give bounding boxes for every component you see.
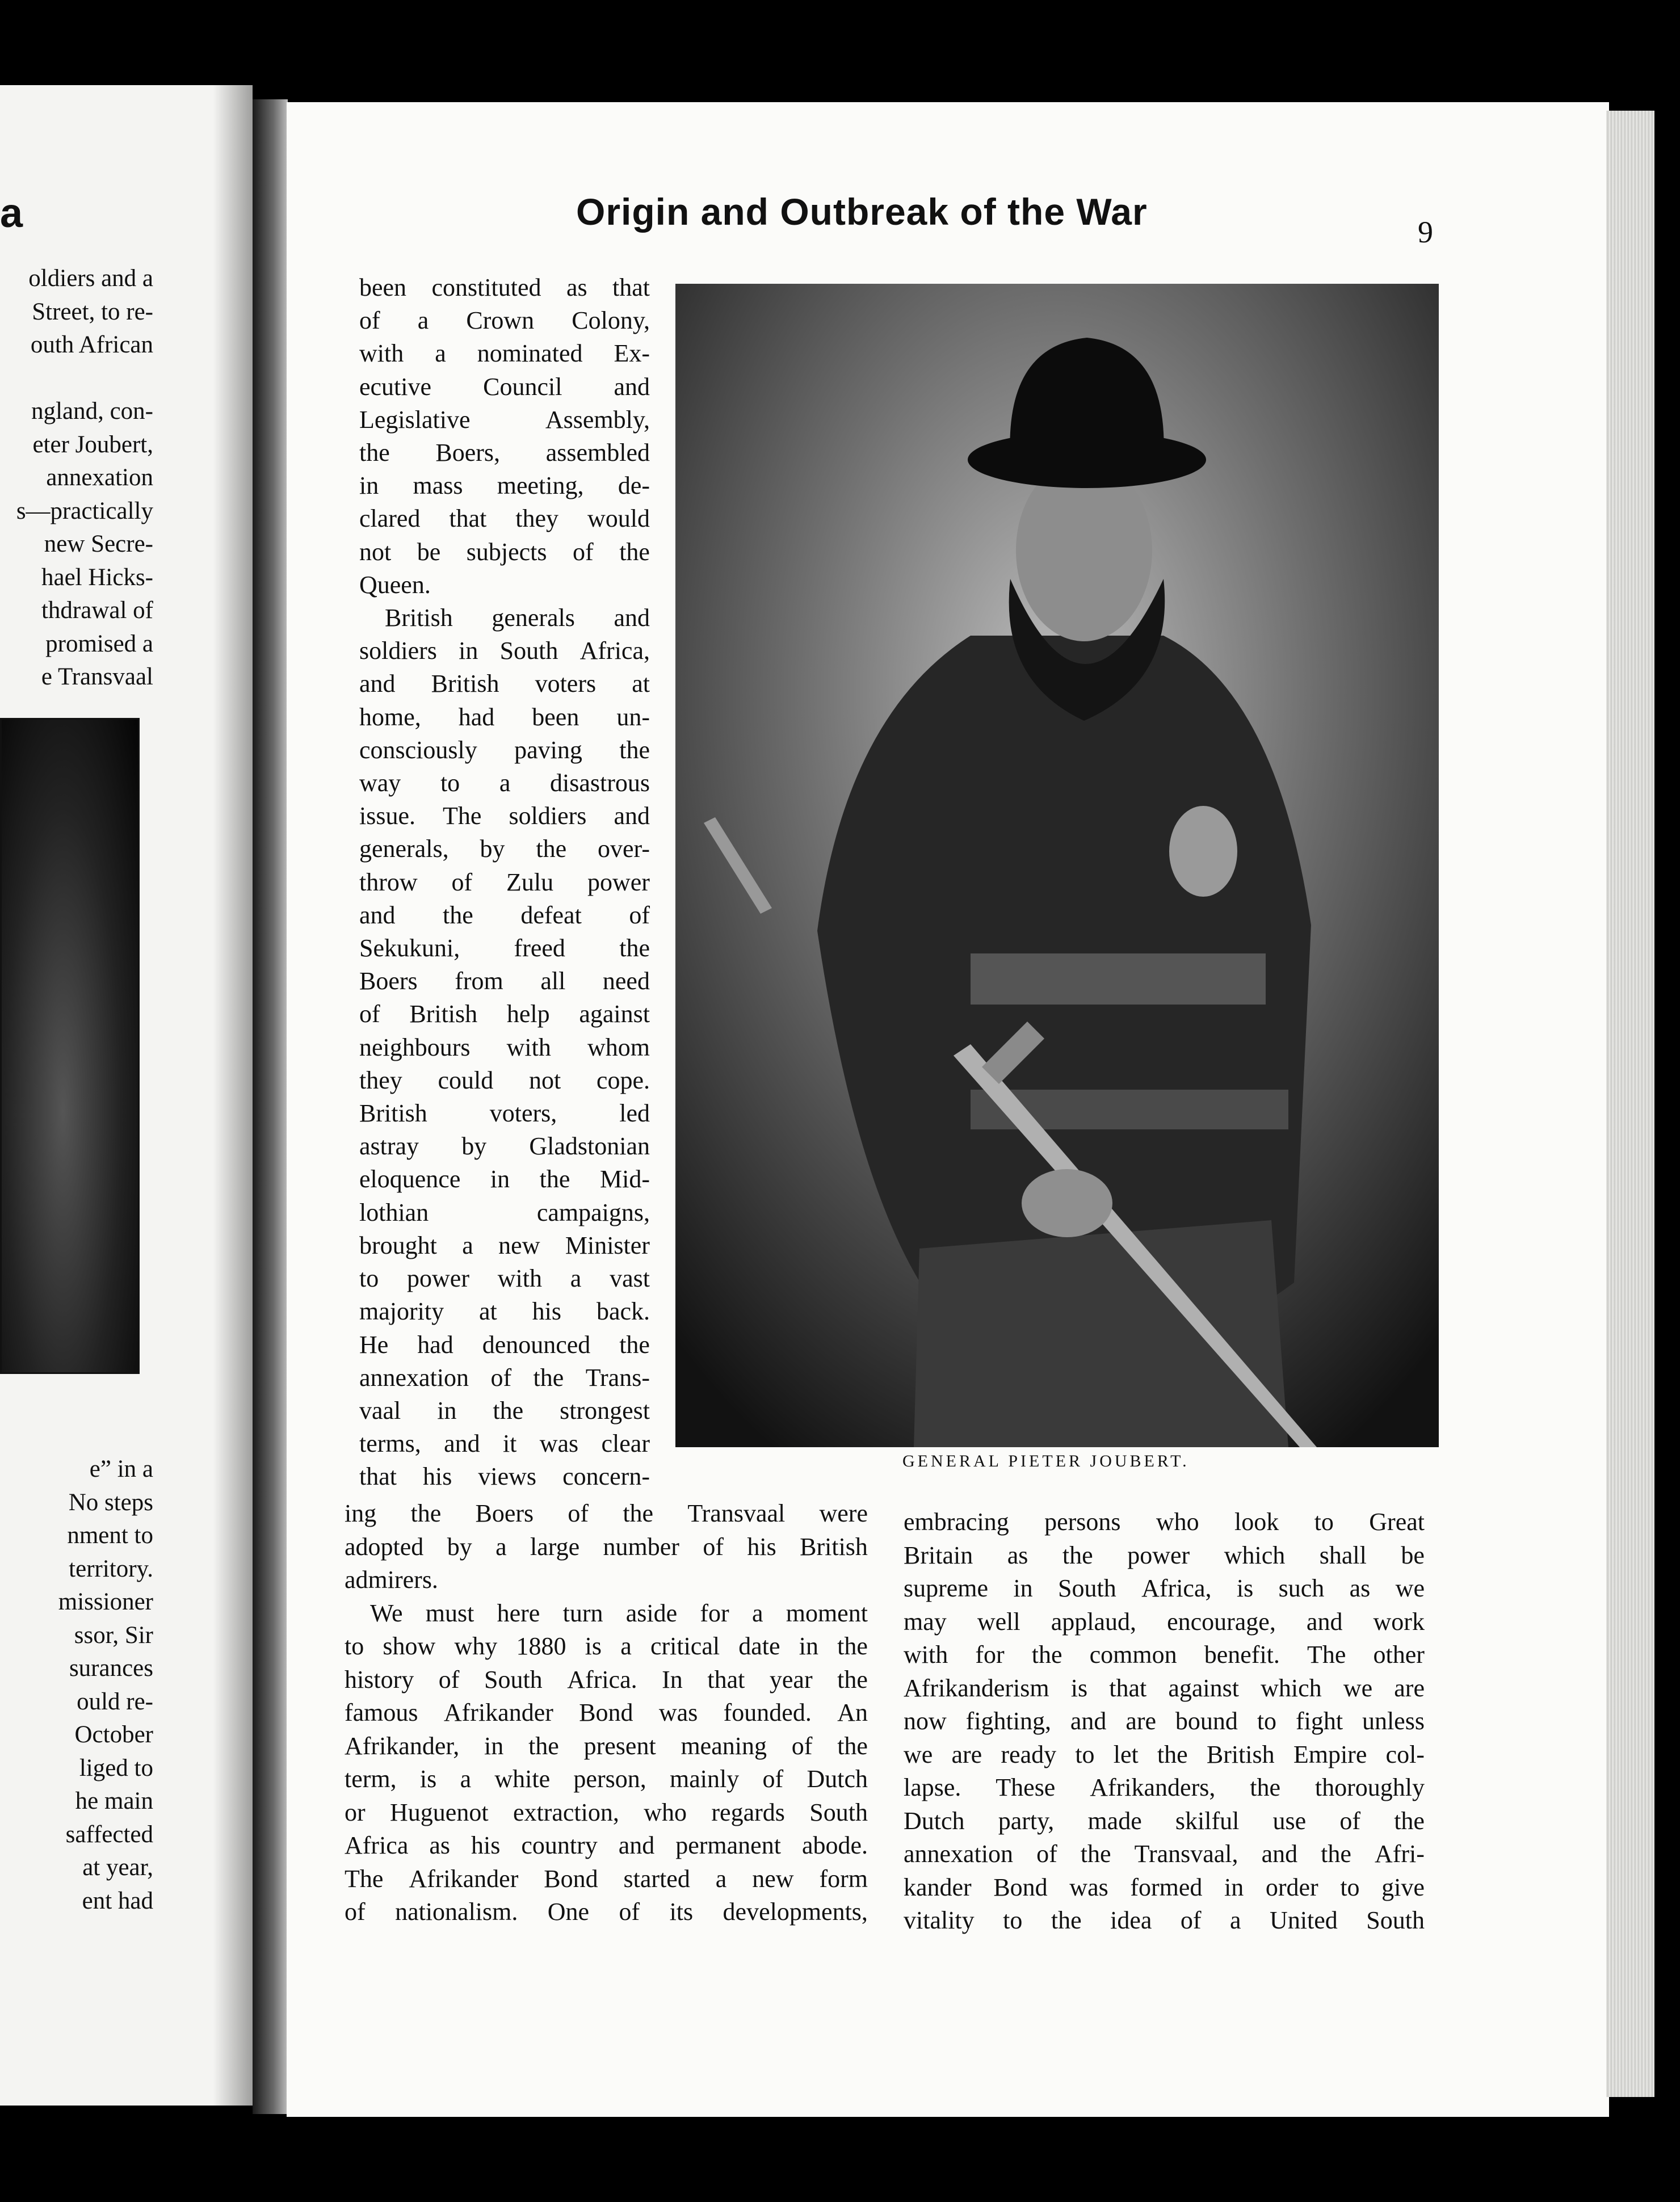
text-line: famous Afrikander Bond was founded. An — [345, 1699, 868, 1726]
text-line: history of South Africa. In that year the — [345, 1665, 868, 1693]
text-line: ing the Boers of the Transvaal were — [345, 1499, 868, 1527]
text-line: soldiers in South Africa, — [359, 637, 650, 665]
text-line: home, had been un- — [359, 703, 650, 731]
text-line: with for the common benefit. The other — [904, 1641, 1425, 1669]
text-line: Sekukuni, freed the — [359, 934, 650, 963]
narrow-text-column — [359, 271, 650, 1494]
running-head: Origin and Outbreak of the War — [576, 191, 1148, 233]
text-line: Street, to re- — [32, 298, 153, 325]
text-line: and British voters at — [359, 670, 650, 698]
left-page-fragment — [0, 85, 253, 2106]
text-line: liged to — [79, 1754, 153, 1781]
left-page-photo — [0, 718, 140, 1374]
text-line: terms, and it was clear — [359, 1430, 650, 1458]
text-line: e” in a — [89, 1456, 153, 1482]
text-line: Boers from all need — [359, 967, 650, 995]
text-line: Afrikander, in the present meaning of the — [345, 1732, 868, 1760]
text-line: supreme in South Africa, is such as we — [904, 1574, 1425, 1602]
left-page-heading-fragment: a — [0, 191, 23, 236]
text-line: or Huguenot extraction, who regards South — [345, 1798, 868, 1826]
text-line: No steps — [68, 1489, 153, 1516]
text-line: surances — [69, 1655, 153, 1682]
text-line: eloquence in the Mid- — [359, 1165, 650, 1194]
text-line: annexation of the Transvaal, and the Afri- — [904, 1840, 1425, 1868]
text-line: they could not cope. — [359, 1066, 650, 1094]
bottom-right-text-column — [904, 1506, 1425, 1938]
text-line: Dutch party, made skilful use of the — [904, 1806, 1425, 1835]
text-line: of a Crown Colony, — [359, 306, 650, 335]
text-line: ent had — [82, 1887, 153, 1914]
text-line: we are ready to let the British Empire col- — [904, 1740, 1425, 1768]
text-line: that his views concern- — [359, 1463, 650, 1491]
text-line: British generals and — [385, 604, 650, 632]
text-line: territory. — [69, 1555, 153, 1582]
text-line: ould re- — [77, 1688, 153, 1715]
text-line: e Transvaal — [41, 663, 153, 690]
text-line: the Boers, assembled — [359, 439, 650, 467]
portrait-photo — [675, 284, 1439, 1447]
text-line: vitality to the idea of a United South — [904, 1906, 1425, 1934]
text-line: s—practically — [16, 497, 153, 524]
text-line: may well applaud, encourage, and work — [904, 1607, 1425, 1636]
text-line: We must here turn aside for a moment — [370, 1599, 868, 1627]
text-line: nment to — [67, 1522, 153, 1549]
portrait-illustration — [675, 284, 1439, 1447]
text-line: of British help against — [359, 1000, 650, 1028]
text-line: issue. The soldiers and — [359, 802, 650, 830]
text-line: kander Bond was formed in order to give — [904, 1873, 1425, 1901]
text-line: to power with a vast — [359, 1264, 650, 1293]
text-line: annexation — [46, 464, 153, 491]
text-line: ecutive Council and — [359, 372, 650, 401]
page-curve-shadow — [213, 85, 253, 2106]
text-line: to show why 1880 is a critical date in the — [345, 1632, 868, 1660]
text-line: in mass meeting, de- — [359, 472, 650, 500]
text-line: vaal in the strongest — [359, 1396, 650, 1424]
text-line: been constituted as that — [359, 274, 650, 301]
text-line: Africa as his country and permanent abode. — [345, 1831, 868, 1859]
text-line: neighbours with whom — [359, 1033, 650, 1061]
text-line: Legislative Assembly, — [359, 405, 650, 434]
text-line: He had denounced the — [359, 1330, 650, 1359]
text-line: new Secre- — [44, 531, 153, 557]
text-line: consciously paving the — [359, 736, 650, 764]
left-page-bottom-text — [58, 1453, 153, 1918]
text-line: Britain as the power which shall be — [904, 1541, 1425, 1569]
text-line: Afrikanderism is that against which we are — [904, 1674, 1425, 1702]
text-line: Queen. — [359, 570, 431, 599]
text-line: British voters, led — [359, 1099, 650, 1128]
text-line: of nationalism. One of its developments, — [345, 1898, 868, 1926]
text-line: with a nominated Ex- — [359, 339, 650, 368]
text-line: October — [74, 1721, 153, 1748]
text-line: clared that they would — [359, 505, 650, 533]
text-line: throw of Zulu power — [359, 868, 650, 896]
text-line: brought a new Minister — [359, 1231, 650, 1259]
text-line: annexation of the Trans- — [359, 1363, 650, 1392]
bottom-left-text-column — [345, 1497, 868, 1929]
text-line: adopted by a large number of his British — [345, 1532, 868, 1561]
left-page-top-text — [16, 262, 153, 694]
text-line: The Afrikander Bond started a new form — [345, 1864, 868, 1893]
text-line: not be subjects of the — [359, 537, 650, 566]
text-line: missioner — [58, 1589, 153, 1615]
text-line: admirers. — [345, 1566, 438, 1594]
page-edges — [1606, 111, 1654, 2097]
text-line: saffected — [65, 1821, 153, 1848]
text-line: way to a disastrous — [359, 769, 650, 797]
text-line: hael Hicks- — [41, 564, 153, 591]
book-gutter — [253, 99, 288, 2114]
text-line: ngland, con- — [31, 398, 153, 425]
text-line: lothian campaigns, — [359, 1198, 650, 1226]
text-line: he main — [75, 1788, 153, 1814]
text-line — [16, 362, 153, 396]
text-line: now fighting, and are bound to fight unless — [904, 1707, 1425, 1735]
text-line: astray by Gladstonian — [359, 1132, 650, 1161]
text-line: ssor, Sir — [74, 1621, 153, 1649]
text-line: generals, by the over- — [359, 835, 650, 863]
text-line: oldiers and a — [28, 265, 153, 292]
portrait-caption: GENERAL PIETER JOUBERT. — [902, 1452, 1190, 1470]
page-number: 9 — [1418, 215, 1433, 249]
text-line: and the defeat of — [359, 901, 650, 929]
text-line: embracing persons who look to Great — [904, 1508, 1425, 1536]
text-line: at year, — [82, 1854, 153, 1881]
text-line: promised a — [45, 630, 153, 657]
text-line: term, is a white person, mainly of Dutch — [345, 1765, 868, 1793]
text-line: thdrawal of — [41, 597, 153, 624]
text-line: outh African — [30, 331, 153, 358]
text-line: lapse. These Afrikanders, the thoroughly — [904, 1774, 1425, 1801]
text-line: majority at his back. — [359, 1297, 650, 1326]
text-line: eter Joubert, — [32, 431, 153, 458]
